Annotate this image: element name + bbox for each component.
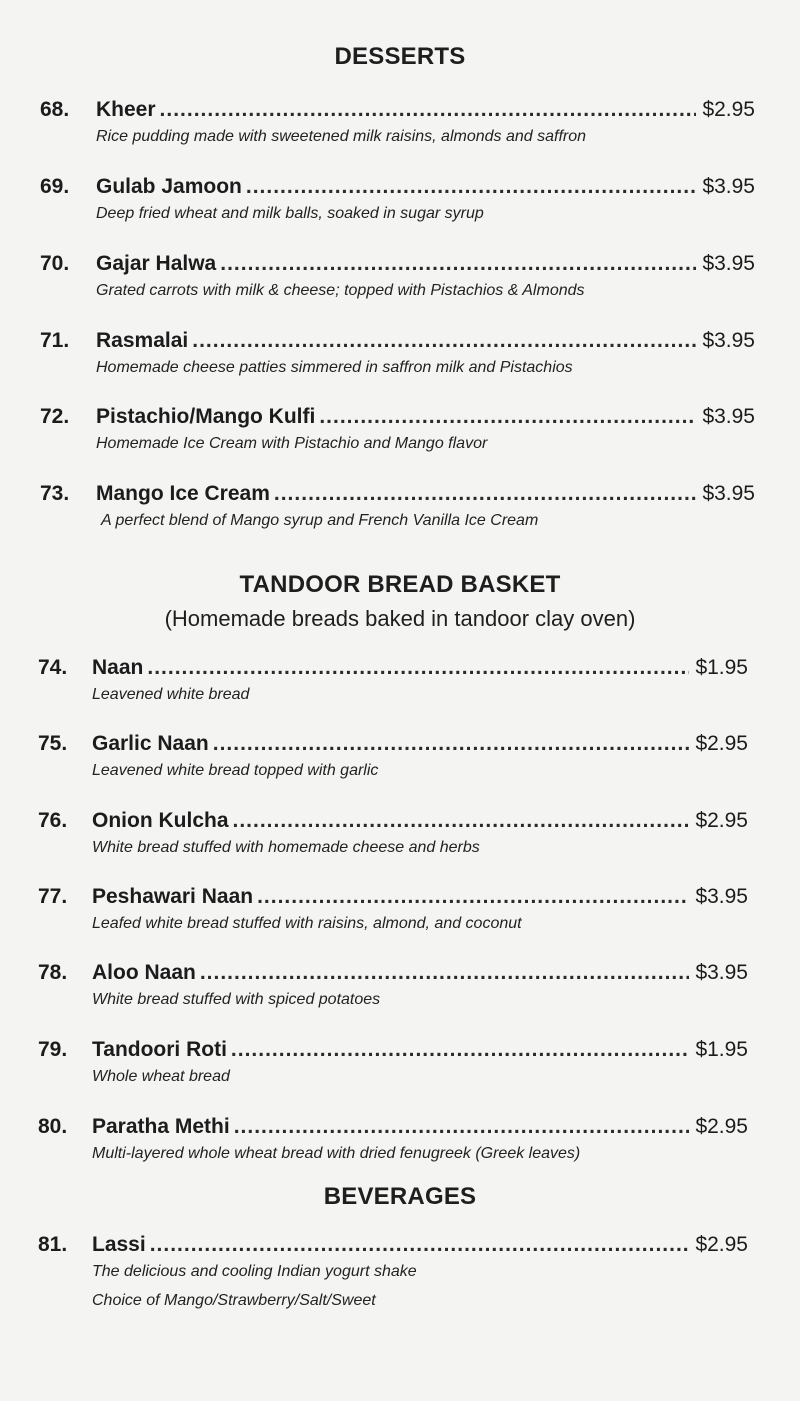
item-number: 69. — [40, 175, 70, 198]
item-line — [40, 482, 755, 512]
item-price: $3.95 — [702, 482, 755, 505]
item-line — [40, 405, 755, 435]
item-price: $3.95 — [702, 405, 755, 428]
item-description: White bread stuffed with homemade cheese and herbs — [92, 839, 480, 856]
dot-leader — [220, 252, 696, 276]
item-line — [40, 175, 755, 205]
item-name: Gulab Jamoon — [96, 175, 242, 198]
item-line — [38, 732, 748, 762]
item-price: $2.95 — [702, 98, 755, 121]
item-price: $2.95 — [695, 1233, 748, 1256]
item-number: 78. — [38, 961, 68, 984]
item-line — [40, 329, 755, 359]
item-price: $3.95 — [695, 961, 748, 984]
item-name: Lassi — [92, 1233, 146, 1256]
item-name: Pistachio/Mango Kulfi — [96, 405, 316, 428]
item-number: 80. — [38, 1115, 68, 1138]
dot-leader — [150, 1233, 690, 1257]
item-number: 76. — [38, 809, 68, 832]
item-name: Rasmalai — [96, 329, 189, 352]
item-name: Aloo Naan — [92, 961, 196, 984]
item-line — [38, 1115, 748, 1145]
dot-leader — [233, 809, 690, 833]
item-line — [38, 961, 748, 991]
dot-leader — [234, 1115, 690, 1139]
item-name: Naan — [92, 656, 144, 679]
item-line — [38, 885, 748, 915]
item-price: $2.95 — [695, 1115, 748, 1138]
item-line — [38, 656, 748, 686]
bread-subtitle: (Homemade breads baked in tandoor clay oven) — [164, 606, 636, 631]
item-price: $2.95 — [695, 732, 748, 755]
item-number: 73. — [40, 482, 70, 505]
item-number: 70. — [40, 252, 70, 275]
item-description: White bread stuffed with spiced potatoes — [92, 991, 381, 1008]
item-number: 79. — [38, 1038, 68, 1061]
item-name: Kheer — [96, 98, 156, 121]
item-price: $3.95 — [702, 252, 755, 275]
item-name: Paratha Methi — [92, 1115, 230, 1138]
dot-leader — [231, 1038, 690, 1062]
item-number: 75. — [38, 732, 68, 755]
item-price: $1.95 — [695, 656, 748, 679]
bread-title: TANDOOR BREAD BASKET — [239, 571, 561, 598]
item-description: Leafed white bread stuffed with raisins, almond, and coconut — [92, 915, 522, 932]
item-line — [40, 252, 755, 282]
item-line — [38, 809, 748, 839]
item-price: $3.95 — [702, 329, 755, 352]
item-description: Whole wheat bread — [92, 1068, 230, 1085]
item-description: The delicious and cooling Indian yogurt shake — [92, 1263, 417, 1280]
item-price: $1.95 — [695, 1038, 748, 1061]
item-description: Homemade cheese patties simmered in saffron milk and Pistachios — [96, 359, 573, 376]
dot-leader — [147, 656, 689, 680]
item-number: 74. — [38, 656, 68, 679]
dot-leader — [274, 482, 697, 506]
desserts-title: DESSERTS — [334, 43, 466, 70]
item-number: 68. — [40, 98, 70, 121]
item-number: 77. — [38, 885, 68, 908]
dot-leader — [200, 961, 690, 985]
item-description: Grated carrots with milk & cheese; topped with Pistachios & Almonds — [96, 282, 585, 299]
item-line — [38, 1233, 748, 1263]
dot-leader — [213, 732, 690, 756]
dot-leader — [192, 329, 696, 353]
item-price: $3.95 — [695, 885, 748, 908]
beverages-title: BEVERAGES — [323, 1183, 477, 1210]
item-name: Peshawari Naan — [92, 885, 254, 908]
dot-leader — [160, 98, 697, 122]
item-name: Garlic Naan — [92, 732, 209, 755]
item-description: Multi-layered whole wheat bread with dried fenugreek (Greek leaves) — [92, 1145, 581, 1162]
item-description: Leavened white bread — [92, 686, 250, 703]
item-description: Choice of Mango/Strawberry/Salt/Sweet — [92, 1292, 376, 1309]
item-price: $2.95 — [695, 809, 748, 832]
item-description: A perfect blend of Mango syrup and French Vanilla Ice Cream — [101, 512, 539, 529]
item-description: Homemade Ice Cream with Pistachio and Mango flavor — [96, 435, 488, 452]
item-number: 71. — [40, 329, 70, 352]
item-name: Mango Ice Cream — [96, 482, 270, 505]
dot-leader — [257, 885, 689, 909]
dot-leader — [319, 405, 696, 429]
dot-leader — [246, 175, 697, 199]
item-name: Onion Kulcha — [92, 809, 229, 832]
item-name: Tandoori Roti — [92, 1038, 227, 1061]
item-line — [38, 1038, 748, 1068]
item-description: Deep fried wheat and milk balls, soaked in sugar syrup — [96, 205, 484, 222]
item-line — [40, 98, 755, 128]
item-name: Gajar Halwa — [96, 252, 217, 275]
item-number: 81. — [38, 1233, 68, 1256]
item-description: Rice pudding made with sweetened milk raisins, almonds and saffron — [96, 128, 587, 145]
item-description: Leavened white bread topped with garlic — [92, 762, 379, 779]
item-price: $3.95 — [702, 175, 755, 198]
item-number: 72. — [40, 405, 70, 428]
